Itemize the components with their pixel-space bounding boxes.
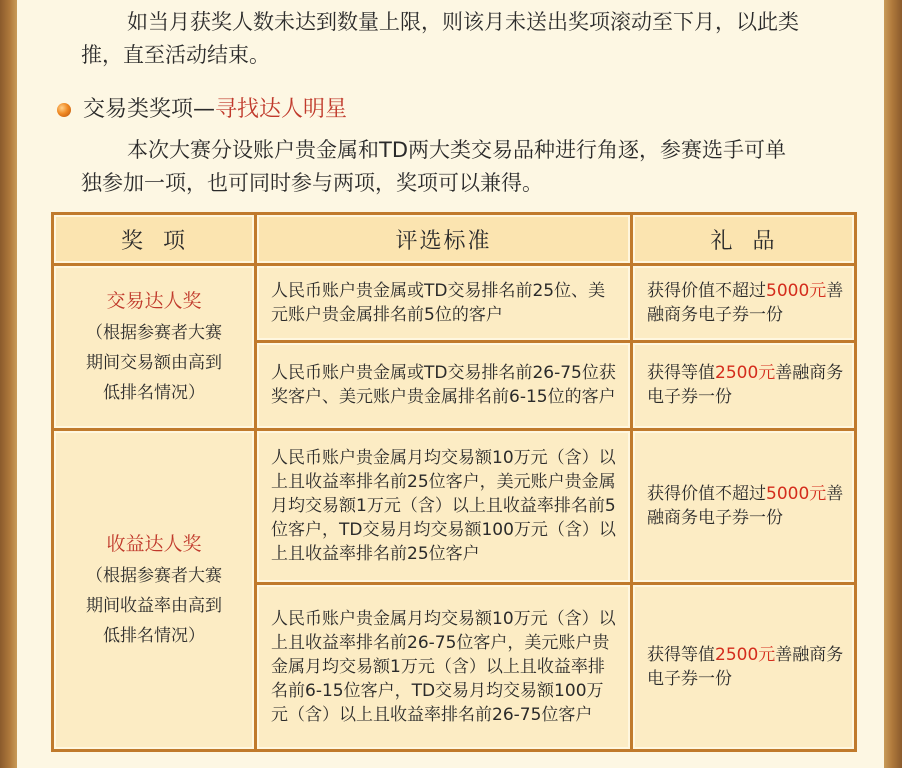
section-title-prefix: 交易类奖项— xyxy=(83,97,216,122)
criteria-cell: 人民币账户贵金属月均交易额10万元（含）以上且收益率排名前25位客户，美元账户贵金属月均交易额1万元（含）以上且收益率排名前5位客户，TD交易月均交易额100万元（含）以上且收益率排名前25位客户 xyxy=(256,429,632,583)
award-note-line: 期间收益率由高到 xyxy=(86,595,222,616)
award-name: 交易达人奖 xyxy=(106,289,202,312)
criteria-cell: 人民币账户贵金属月均交易额10万元（含）以上且收益率排名前26-75位客户，美元账户贵金属月均交易额1万元（含）以上且收益率排名前6-15位客户，TD交易月均交易额100万元（含）以上且收益率排名前26-75位客户 xyxy=(256,583,632,750)
criteria-cell: 人民币账户贵金属或TD交易排名前25位、美元账户贵金属排名前5位的客户 xyxy=(256,265,632,342)
section-heading xyxy=(57,95,347,125)
gift-amount: 2500元 xyxy=(715,644,776,665)
gift-cell xyxy=(632,265,856,342)
gift-prefix: 获得等值 xyxy=(647,363,715,384)
gift-amount: 2500元 xyxy=(715,363,776,384)
header-gift: 礼 品 xyxy=(632,214,856,265)
intro-line-2: 推，直至活动结束。 xyxy=(81,43,270,67)
gift-suffix: 善融商务电子券一份 xyxy=(647,363,844,408)
gift-suffix: 善融商务电子券一份 xyxy=(647,484,844,529)
award-note-line: 低排名情况） xyxy=(103,382,205,403)
gift-suffix: 善融商务电子券一份 xyxy=(647,644,844,689)
gift-prefix: 获得价值不超过 xyxy=(647,484,766,505)
gift-cell xyxy=(632,583,856,750)
criteria-cell: 人民币账户贵金属或TD交易排名前26-75位获奖客户、美元账户贵金属排名前6-15位的客户 xyxy=(256,341,632,429)
award-cell-trading xyxy=(53,265,256,429)
award-note-line: （根据参赛者大赛 xyxy=(86,565,222,586)
gift-amount: 5000元 xyxy=(766,484,827,505)
table-row xyxy=(53,265,856,342)
gift-cell xyxy=(632,429,856,583)
award-note-line: 低排名情况） xyxy=(103,625,205,646)
orange-bullet-icon xyxy=(57,103,71,117)
section-desc-line-2: 独参加一项，也可同时参与两项，奖项可以兼得。 xyxy=(81,171,543,195)
gift-amount: 5000元 xyxy=(766,281,827,302)
prize-table xyxy=(51,212,857,752)
section-desc-line-1: 本次大赛分设账户贵金属和TD两大类交易品种进行角逐，参赛选手可单 xyxy=(127,138,786,162)
intro-paragraph xyxy=(81,6,856,72)
header-award: 奖 项 xyxy=(53,214,256,265)
gift-prefix: 获得等值 xyxy=(647,644,715,665)
section-title-highlight: 寻找达人明星 xyxy=(215,97,348,122)
intro-line-1: 如当月获奖人数未达到数量上限，则该月未送出奖项滚动至下月，以此类 xyxy=(127,10,799,34)
section-description xyxy=(81,134,856,200)
award-cell-return xyxy=(53,429,256,750)
award-name: 收益达人奖 xyxy=(106,532,202,555)
table-row xyxy=(53,429,856,583)
award-note-line: （根据参赛者大赛 xyxy=(86,322,222,343)
award-note-line: 期间交易额由高到 xyxy=(86,352,222,373)
gift-cell xyxy=(632,341,856,429)
header-criteria: 评选标准 xyxy=(256,214,632,265)
gift-suffix: 善融商务电子券一份 xyxy=(647,281,844,326)
gift-prefix: 获得价值不超过 xyxy=(647,281,766,302)
table-header-row xyxy=(53,214,856,265)
